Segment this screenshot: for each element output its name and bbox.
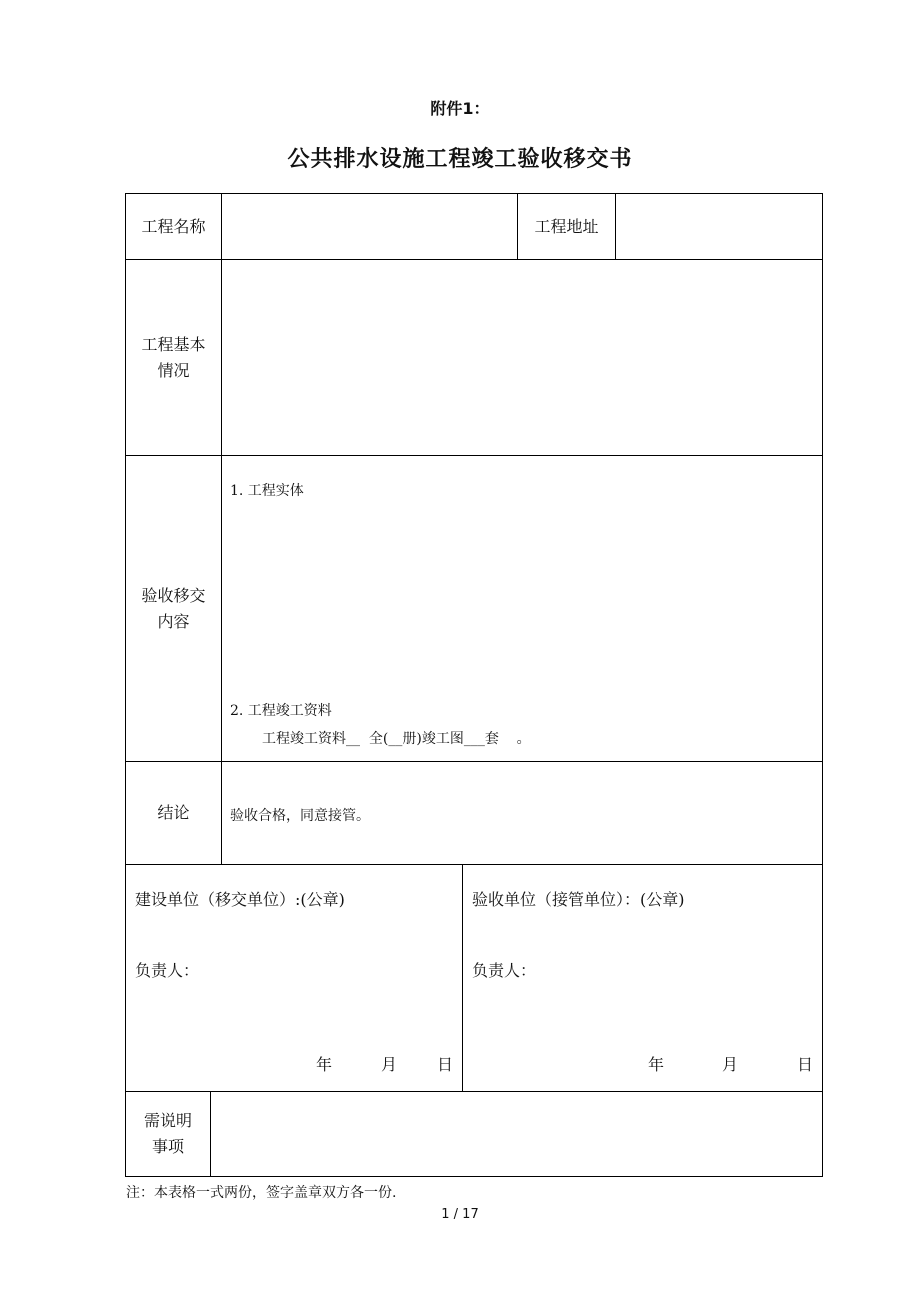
builder-person-label: 负责人：: [135, 961, 200, 980]
notes-label-line1: 需说明: [143, 1111, 192, 1130]
project-name-label: [125, 193, 222, 260]
basic-info-label-line2: 情况: [157, 360, 190, 380]
basic-info-label-line1: 工程基本: [141, 334, 206, 354]
acceptor-date-year: 年: [648, 1055, 665, 1074]
conclusion-label: [125, 761, 222, 865]
handover-content-field[interactable]: [221, 455, 823, 762]
acceptor-date-month: 月: [722, 1055, 739, 1074]
builder-date-month: 月: [381, 1055, 398, 1074]
conclusion-label-text: 结论: [157, 803, 190, 822]
project-name-field[interactable]: [221, 193, 518, 260]
handover-label: [125, 455, 222, 762]
notes-label: [125, 1091, 211, 1177]
basic-info-label: [125, 259, 222, 456]
acceptor-signature-cell[interactable]: [462, 864, 823, 1092]
document-title: 公共排水设施工程竣工验收移交书: [287, 147, 633, 172]
conclusion-field[interactable]: [221, 761, 823, 865]
footnote: 注：本表格一式两份，签字盖章双方各一份.: [126, 1185, 397, 1201]
handover-item-physical: 1. 工程实体: [230, 483, 304, 499]
builder-unit-label: 建设单位（移交单位）:(公章): [135, 890, 345, 909]
acceptor-person-label: 负责人：: [472, 961, 537, 980]
handover-docs-line: 工程竣工资料__ 全(__册)竣工图___套 。: [262, 731, 531, 747]
builder-date-day: 日: [437, 1055, 454, 1074]
acceptor-date-day: 日: [797, 1055, 814, 1074]
notes-label-line2: 事项: [151, 1137, 184, 1156]
handover-item-documents: 2. 工程竣工资料: [230, 703, 332, 719]
project-address-label: [517, 193, 616, 260]
conclusion-value: 验收合格，同意接管。: [230, 808, 370, 824]
project-name-label-text: 工程名称: [141, 216, 206, 236]
builder-signature-cell[interactable]: [125, 864, 463, 1092]
notes-field[interactable]: [210, 1091, 823, 1177]
page-number: 1 / 17: [441, 1207, 479, 1222]
handover-label-line1: 验收移交: [141, 585, 206, 605]
project-address-field[interactable]: [615, 193, 823, 260]
handover-label-line2: 内容: [157, 611, 190, 631]
project-address-label-text: 工程地址: [534, 216, 599, 236]
basic-info-field[interactable]: [221, 259, 823, 456]
attachment-label: 附件1：: [430, 99, 490, 118]
builder-date-year: 年: [316, 1055, 333, 1074]
acceptor-unit-label: 验收单位（接管单位）：(公章): [472, 890, 685, 909]
